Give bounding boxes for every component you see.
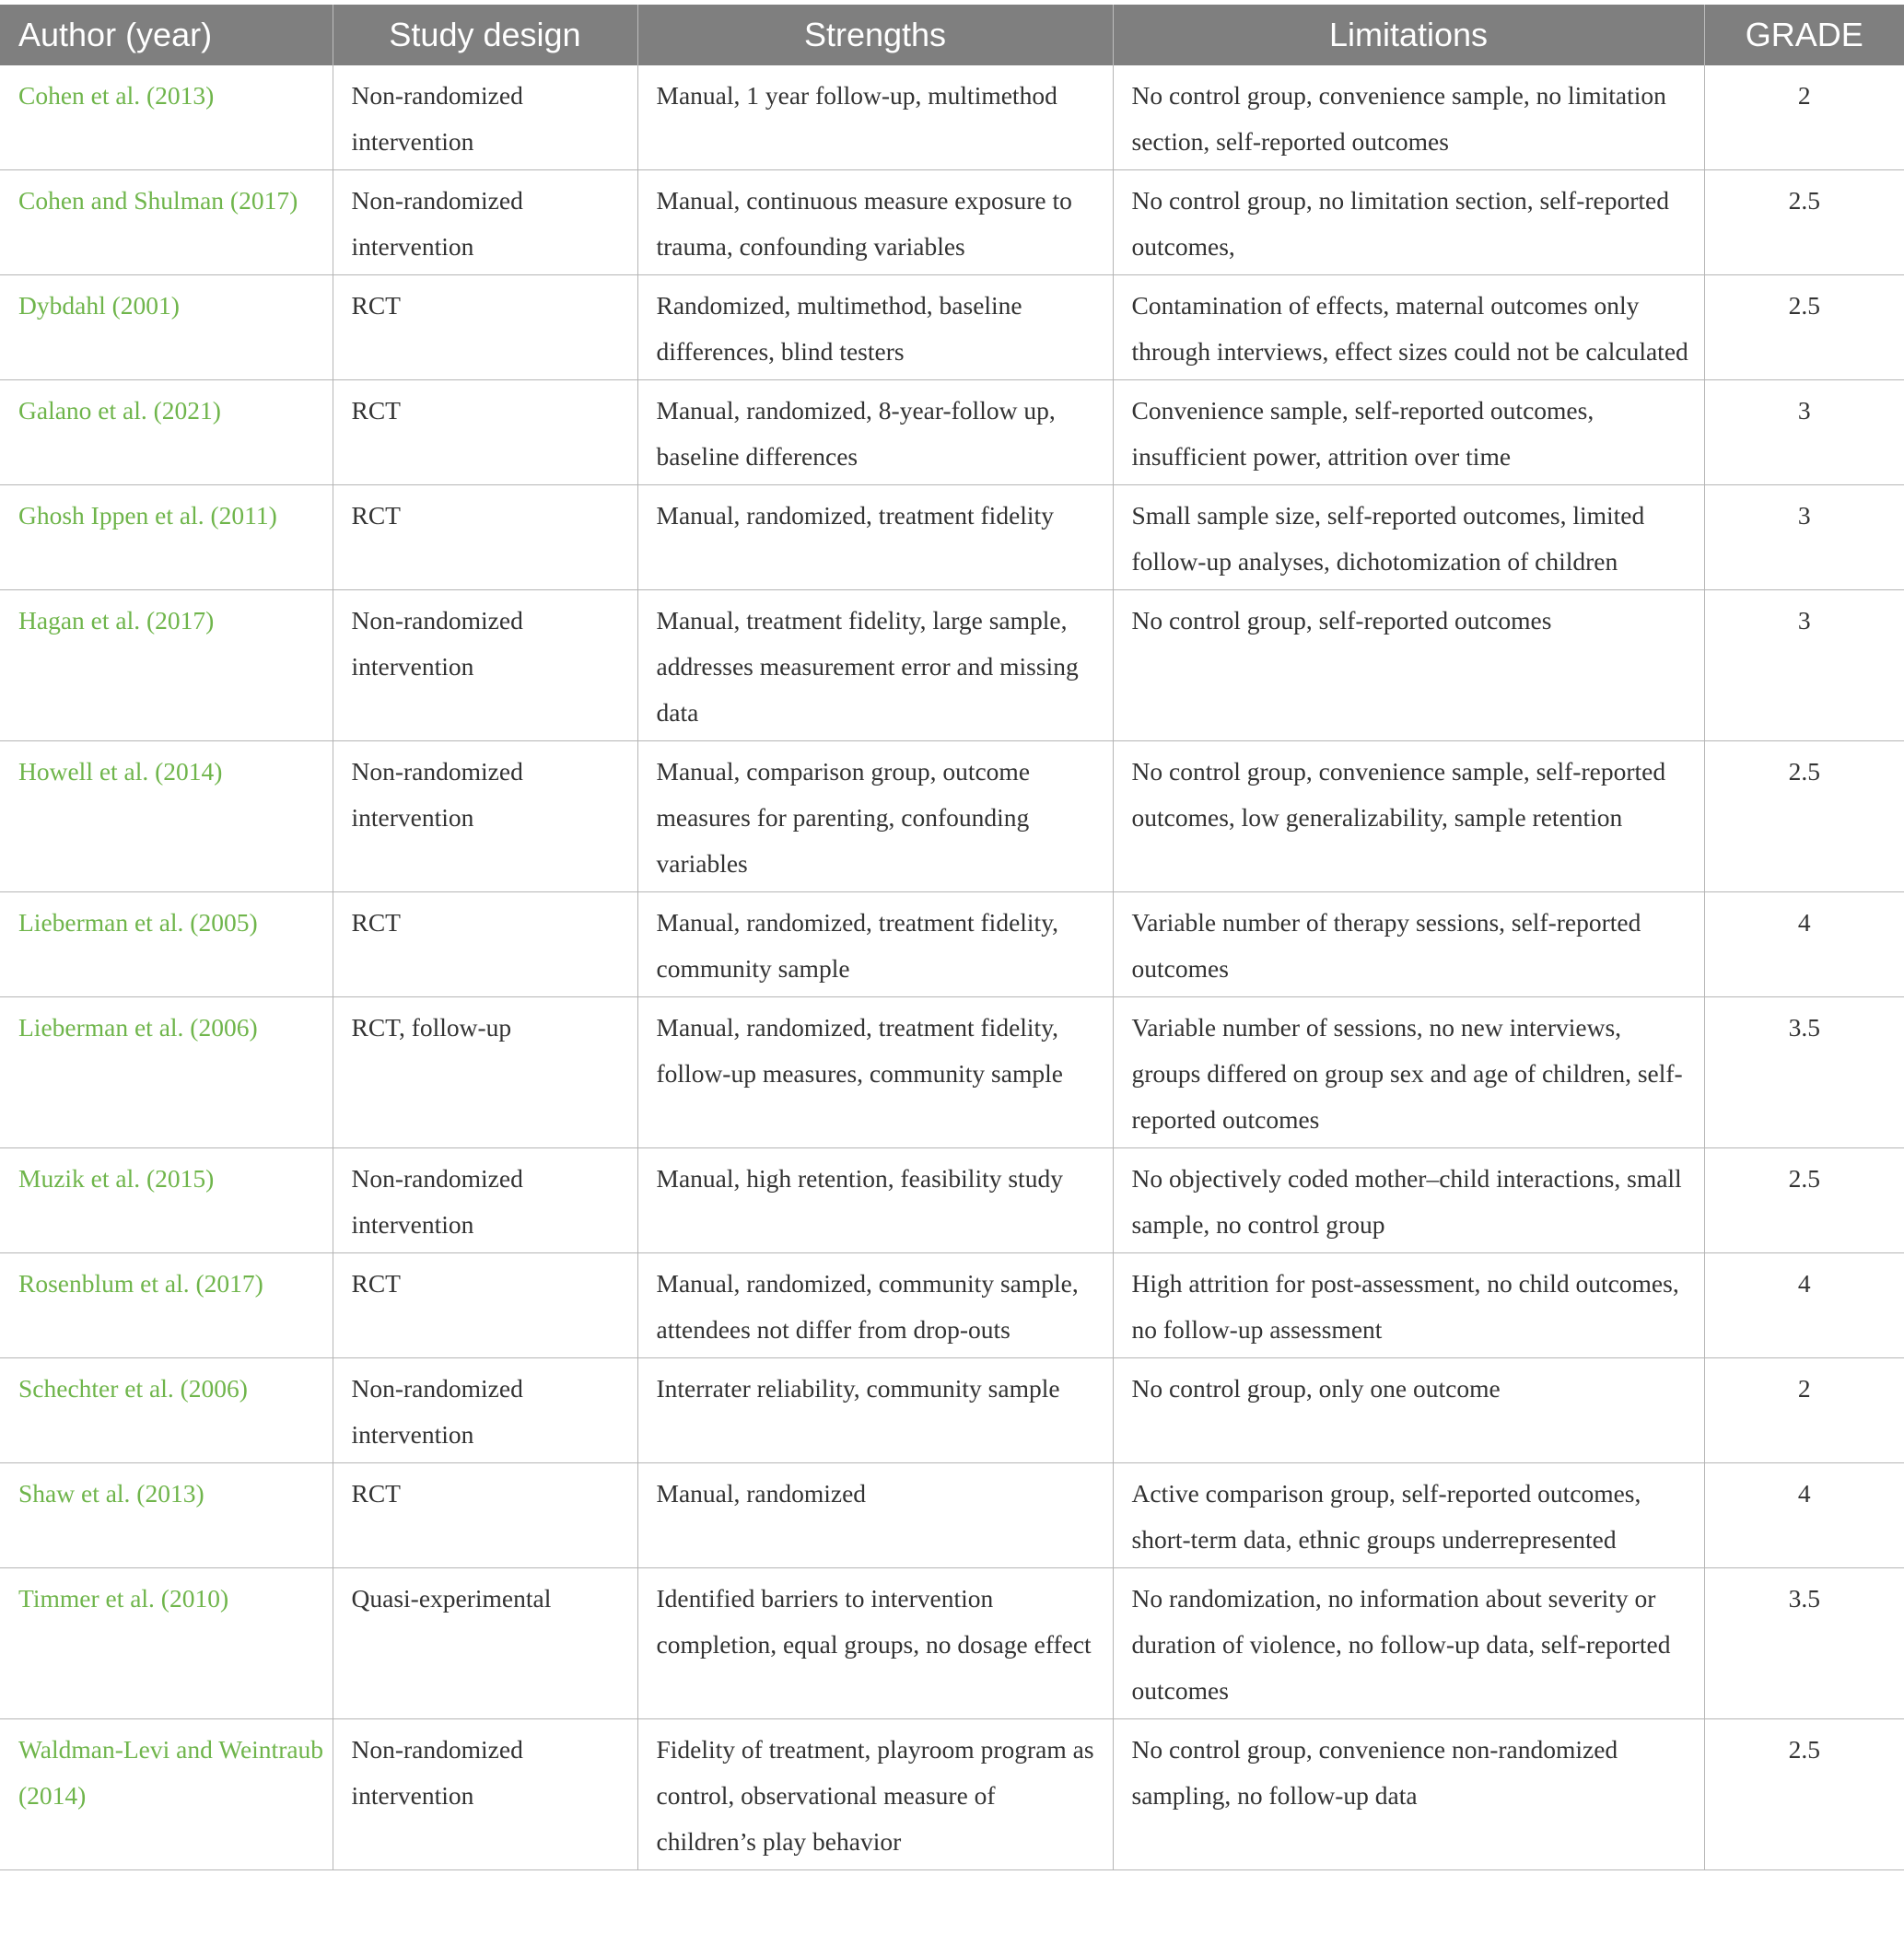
column-header-study-design: Study design bbox=[333, 5, 637, 65]
strengths-cell: Manual, randomized, treatment fidelity, follow-up measures, community sample bbox=[637, 997, 1113, 1148]
study-design-cell: Quasi-experimental bbox=[333, 1568, 637, 1719]
table-row bbox=[0, 1358, 1904, 1463]
study-design-cell: RCT bbox=[333, 380, 637, 485]
grade-cell: 2 bbox=[1704, 1358, 1904, 1463]
table-body bbox=[0, 65, 1904, 1870]
grade-cell: 2.5 bbox=[1704, 275, 1904, 380]
limitations-cell: No control group, convenience sample, no limitation section, self-reported outcomes bbox=[1113, 65, 1704, 170]
author-link[interactable]: Lieberman et al. (2005) bbox=[0, 892, 333, 997]
table-header bbox=[0, 5, 1904, 65]
table-row bbox=[0, 892, 1904, 997]
study-design-cell: Non-randomized intervention bbox=[333, 170, 637, 275]
table-row bbox=[0, 997, 1904, 1148]
study-design-cell: RCT, follow-up bbox=[333, 997, 637, 1148]
header-row bbox=[0, 5, 1904, 65]
author-link[interactable]: Waldman-Levi and Weintraub (2014) bbox=[0, 1719, 333, 1870]
limitations-cell: Variable number of therapy sessions, self-reported outcomes bbox=[1113, 892, 1704, 997]
study-design-cell: Non-randomized intervention bbox=[333, 590, 637, 741]
limitations-cell: High attrition for post-assessment, no child outcomes, no follow-up assessment bbox=[1113, 1253, 1704, 1358]
strengths-cell: Manual, randomized, 8-year-follow up, baseline differences bbox=[637, 380, 1113, 485]
limitations-cell: Small sample size, self-reported outcomes, limited follow-up analyses, dichotomization of children bbox=[1113, 485, 1704, 590]
author-link[interactable]: Howell et al. (2014) bbox=[0, 741, 333, 892]
grade-cell: 2.5 bbox=[1704, 1148, 1904, 1253]
table-row bbox=[0, 275, 1904, 380]
grade-cell: 4 bbox=[1704, 1463, 1904, 1568]
grade-cell: 3.5 bbox=[1704, 1568, 1904, 1719]
grade-cell: 3 bbox=[1704, 590, 1904, 741]
table-row bbox=[0, 1463, 1904, 1568]
study-design-cell: Non-randomized intervention bbox=[333, 741, 637, 892]
author-link[interactable]: Schechter et al. (2006) bbox=[0, 1358, 333, 1463]
strengths-cell: Manual, randomized, treatment fidelity, community sample bbox=[637, 892, 1113, 997]
limitations-cell: Convenience sample, self-reported outcomes, insufficient power, attrition over time bbox=[1113, 380, 1704, 485]
grade-cell: 4 bbox=[1704, 892, 1904, 997]
limitations-cell: No control group, only one outcome bbox=[1113, 1358, 1704, 1463]
limitations-cell: No control group, no limitation section, self-reported outcomes, bbox=[1113, 170, 1704, 275]
study-design-cell: Non-randomized intervention bbox=[333, 65, 637, 170]
table-row bbox=[0, 1719, 1904, 1870]
column-header-author: Author (year) bbox=[0, 5, 333, 65]
limitations-cell: No control group, convenience sample, self-reported outcomes, low generalizability, sample retention bbox=[1113, 741, 1704, 892]
strengths-cell: Fidelity of treatment, playroom program as control, observational measure of children’s play behavior bbox=[637, 1719, 1113, 1870]
table-row bbox=[0, 485, 1904, 590]
strengths-cell: Manual, randomized bbox=[637, 1463, 1113, 1568]
study-design-cell: RCT bbox=[333, 1463, 637, 1568]
table-row bbox=[0, 741, 1904, 892]
limitations-cell: Contamination of effects, maternal outcomes only through interviews, effect sizes could not be calculated bbox=[1113, 275, 1704, 380]
grade-cell: 3 bbox=[1704, 485, 1904, 590]
table-row bbox=[0, 170, 1904, 275]
column-header-strengths: Strengths bbox=[637, 5, 1113, 65]
author-link[interactable]: Lieberman et al. (2006) bbox=[0, 997, 333, 1148]
author-link[interactable]: Muzik et al. (2015) bbox=[0, 1148, 333, 1253]
author-link[interactable]: Hagan et al. (2017) bbox=[0, 590, 333, 741]
grade-cell: 3.5 bbox=[1704, 997, 1904, 1148]
column-header-grade: GRADE bbox=[1704, 5, 1904, 65]
strengths-cell: Randomized, multimethod, baseline differences, blind testers bbox=[637, 275, 1113, 380]
strengths-cell: Manual, comparison group, outcome measures for parenting, confounding variables bbox=[637, 741, 1113, 892]
column-header-limitations: Limitations bbox=[1113, 5, 1704, 65]
study-design-cell: RCT bbox=[333, 275, 637, 380]
limitations-cell: Active comparison group, self-reported outcomes, short-term data, ethnic groups underrepresented bbox=[1113, 1463, 1704, 1568]
table-row bbox=[0, 1568, 1904, 1719]
grade-cell: 2.5 bbox=[1704, 741, 1904, 892]
strengths-cell: Identified barriers to intervention completion, equal groups, no dosage effect bbox=[637, 1568, 1113, 1719]
table-row bbox=[0, 380, 1904, 485]
strengths-cell: Manual, randomized, community sample, attendees not differ from drop-outs bbox=[637, 1253, 1113, 1358]
limitations-cell: No control group, convenience non-randomized sampling, no follow-up data bbox=[1113, 1719, 1704, 1870]
strengths-cell: Manual, randomized, treatment fidelity bbox=[637, 485, 1113, 590]
study-design-cell: Non-randomized intervention bbox=[333, 1358, 637, 1463]
strengths-cell: Manual, treatment fidelity, large sample, addresses measurement error and missing data bbox=[637, 590, 1113, 741]
limitations-cell: No objectively coded mother–child interactions, small sample, no control group bbox=[1113, 1148, 1704, 1253]
grade-cell: 2.5 bbox=[1704, 1719, 1904, 1870]
table-row bbox=[0, 1148, 1904, 1253]
study-design-cell: RCT bbox=[333, 892, 637, 997]
grade-cell: 2.5 bbox=[1704, 170, 1904, 275]
author-link[interactable]: Cohen et al. (2013) bbox=[0, 65, 333, 170]
grade-cell: 2 bbox=[1704, 65, 1904, 170]
strengths-cell: Manual, continuous measure exposure to trauma, confounding variables bbox=[637, 170, 1113, 275]
author-link[interactable]: Dybdahl (2001) bbox=[0, 275, 333, 380]
study-design-cell: Non-randomized intervention bbox=[333, 1719, 637, 1870]
table-row bbox=[0, 590, 1904, 741]
author-link[interactable]: Cohen and Shulman (2017) bbox=[0, 170, 333, 275]
author-link[interactable]: Timmer et al. (2010) bbox=[0, 1568, 333, 1719]
author-link[interactable]: Ghosh Ippen et al. (2011) bbox=[0, 485, 333, 590]
strengths-cell: Manual, 1 year follow-up, multimethod bbox=[637, 65, 1113, 170]
study-design-cell: RCT bbox=[333, 485, 637, 590]
limitations-cell: No control group, self-reported outcomes bbox=[1113, 590, 1704, 741]
limitations-cell: No randomization, no information about severity or duration of violence, no follow-up data, self-reported outcomes bbox=[1113, 1568, 1704, 1719]
author-link[interactable]: Galano et al. (2021) bbox=[0, 380, 333, 485]
study-design-cell: RCT bbox=[333, 1253, 637, 1358]
limitations-cell: Variable number of sessions, no new interviews, groups differed on group sex and age of children, self-reported outcomes bbox=[1113, 997, 1704, 1148]
table-row bbox=[0, 65, 1904, 170]
strengths-cell: Interrater reliability, community sample bbox=[637, 1358, 1113, 1463]
grade-cell: 4 bbox=[1704, 1253, 1904, 1358]
author-link[interactable]: Shaw et al. (2013) bbox=[0, 1463, 333, 1568]
grade-cell: 3 bbox=[1704, 380, 1904, 485]
study-design-cell: Non-randomized intervention bbox=[333, 1148, 637, 1253]
strengths-cell: Manual, high retention, feasibility study bbox=[637, 1148, 1113, 1253]
author-link[interactable]: Rosenblum et al. (2017) bbox=[0, 1253, 333, 1358]
study-quality-table bbox=[0, 5, 1904, 1870]
table-row bbox=[0, 1253, 1904, 1358]
